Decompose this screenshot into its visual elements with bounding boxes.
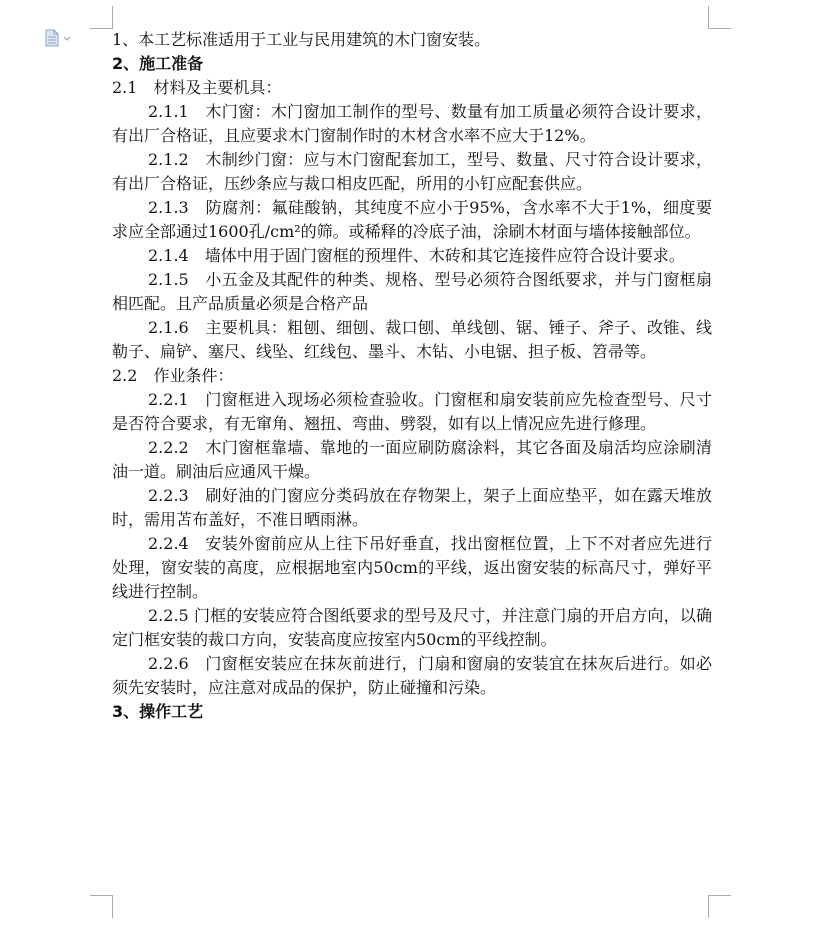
section-heading-2: 2、施工准备 — [112, 54, 204, 73]
document-icon[interactable] — [44, 29, 74, 47]
clause-2-2-3: 2.2.3 刷好油的门窗应分类码放在存物架上，架子上面应垫平，如在露天堆放时，需用苫布盖好，不准日晒雨淋。 — [112, 486, 712, 529]
clause-2-1-6: 2.1.6 主要机具：粗刨、细刨、裁口刨、单线刨、锯、锤子、斧子、改锥、线勒子、扁铲、塞尺、线坠、红线包、墨斗、木钻、小电锯、担子板、笤帚等。 — [112, 318, 712, 361]
document-body[interactable] — [112, 28, 712, 724]
clause-2-2-5: 2.2.5 门框的安装应符合图纸要求的型号及尺寸，并注意门扇的开启方向，以确定门框安装的裁口方向，安装高度应按室内50cm的平线控制。 — [112, 606, 712, 649]
clause-2-1-3: 2.1.3 防腐剂：氟硅酸钠，其纯度不应小于95%，含水率不大于1%，细度要求应全部通过1600孔/cm²的筛。或稀释的冷底子油，涂刷木材面与墙体接触部位。 — [112, 198, 712, 241]
crop-mark-bottom-left — [90, 895, 113, 918]
clause-2-2-4: 2.2.4 安装外窗前应从上往下吊好垂直，找出窗框位置，上下不对者应先进行处理，窗安装的高度，应根据地室内50cm的平线，返出窗安装的标高尺寸，弹好平线进行控制。 — [112, 534, 712, 601]
clause-2-1-1: 2.1.1 木门窗：木门窗加工制作的型号、数量有加工质量必须符合设计要求，有出厂合格证，且应要求木门窗制作时的木材含水率不应大于12%。 — [112, 102, 712, 145]
crop-mark-top-right — [708, 6, 731, 29]
subsection-2-2: 2.2 作业条件： — [112, 366, 234, 385]
crop-mark-bottom-right — [708, 895, 731, 918]
clause-2-1-5: 2.1.5 小五金及其配件的种类、规格、型号必须符合图纸要求，并与门窗框扇相匹配。且产品质量必须是合格产品 — [112, 270, 712, 313]
clause-2-2-6: 2.2.6 门窗框安装应在抹灰前进行，门扇和窗扇的安装宜在抹灰后进行。如必须先安装时，应注意对成品的保护，防止碰撞和污染。 — [112, 654, 712, 697]
subsection-2-1: 2.1 材料及主要机具： — [112, 78, 282, 97]
clause-2-2-2: 2.2.2 木门窗框靠墙、靠地的一面应刷防腐涂料，其它各面及扇活均应涂刷清油一道。刷油后应通风干燥。 — [112, 438, 712, 481]
clause-2-1-4: 2.1.4 墙体中用于固门窗框的预埋件、木砖和其它连接件应符合设计要求。 — [148, 246, 685, 265]
clause-2-1-2: 2.1.2 木制纱门窗：应与木门窗配套加工，型号、数量、尺寸符合设计要求，有出厂合格证，压纱条应与裁口相皮匹配，所用的小钉应配套供应。 — [112, 150, 712, 193]
intro-line: 1、本工艺标准适用于工业与民用建筑的木门窗安装。 — [112, 30, 491, 49]
crop-mark-top-left — [90, 6, 113, 29]
section-heading-3: 3、操作工艺 — [112, 702, 204, 721]
clause-2-2-1: 2.2.1 门窗框进入现场必须检查验收。门窗框和扇安装前应先检查型号、尺寸是否符合要求，有无窜角、翘扭、弯曲、劈裂，如有以上情况应先进行修理。 — [112, 390, 712, 433]
